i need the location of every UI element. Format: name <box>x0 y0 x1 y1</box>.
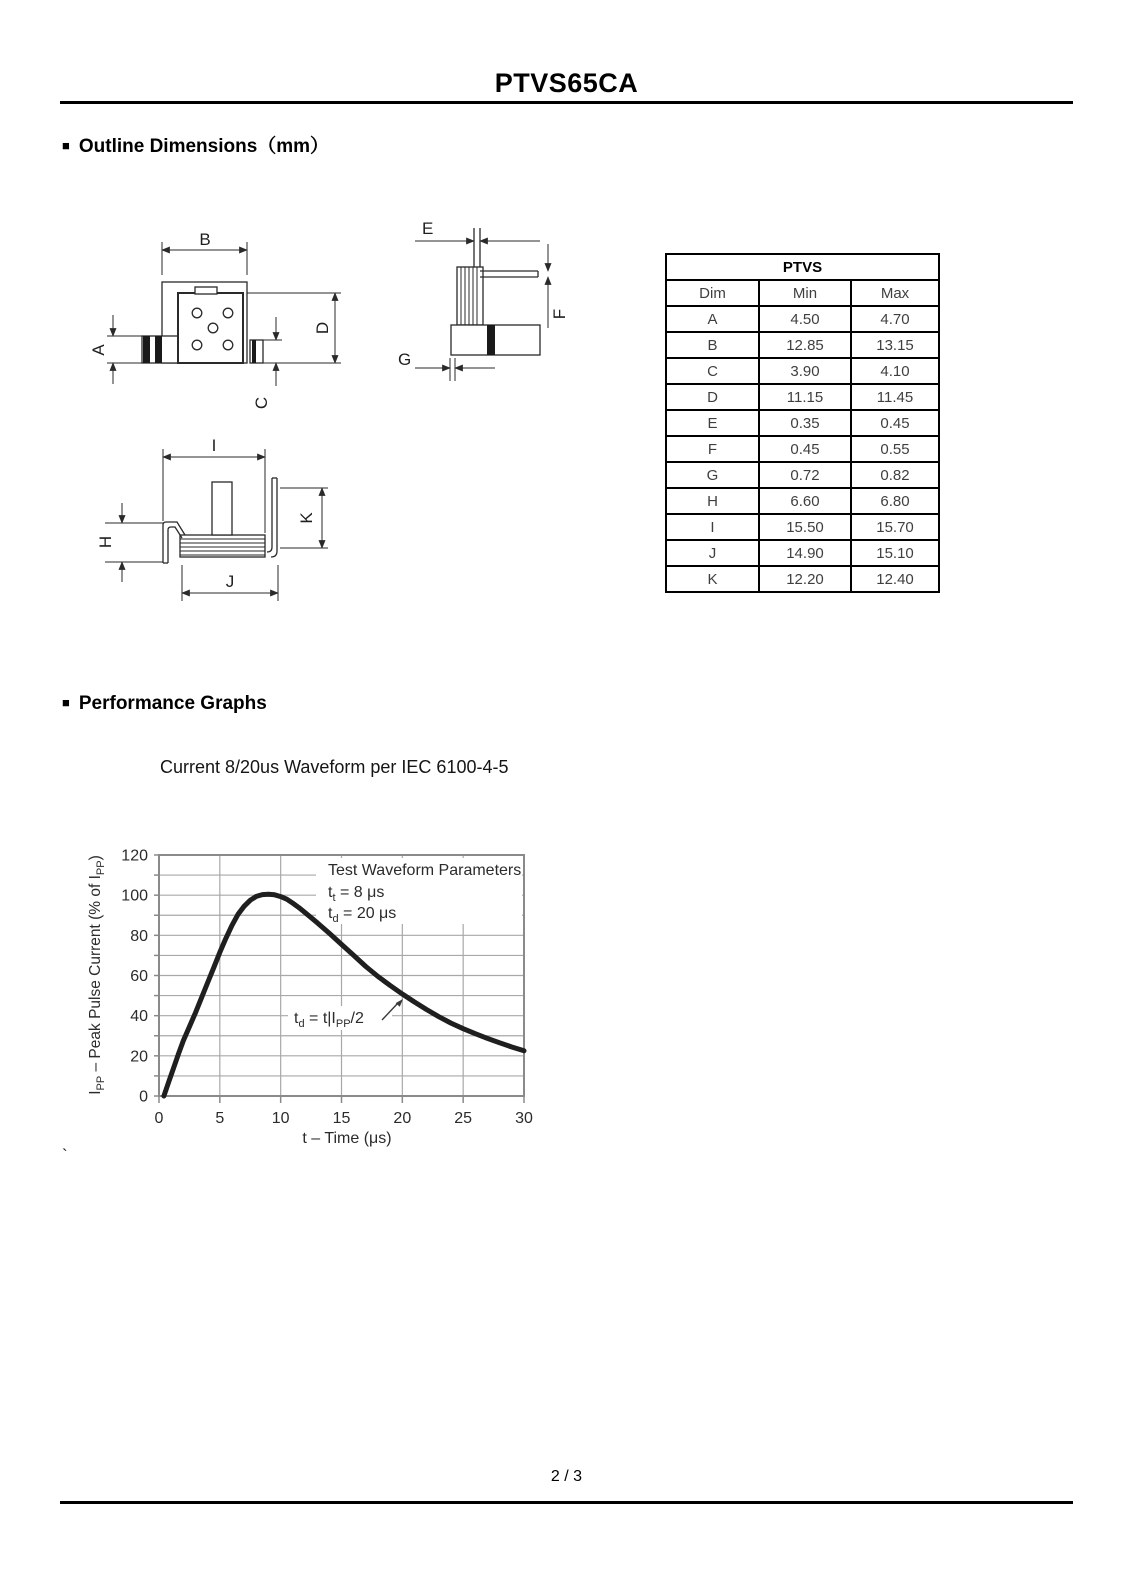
table-cell: F <box>666 436 759 462</box>
table-cell: 13.15 <box>851 332 939 358</box>
annotation-line2: $t_d = 20$ μs <box>328 905 397 925</box>
y-tick-label: 80 <box>130 927 148 945</box>
table-row <box>666 384 939 410</box>
y-tick-label: 40 <box>130 1008 148 1026</box>
page-number: 2 / 3 <box>550 1468 583 1485</box>
x-tick-label: 30 <box>515 1110 533 1127</box>
table-cell: 6.60 <box>759 488 851 514</box>
table-cell: 11.15 <box>759 384 851 410</box>
table-cell: 0.55 <box>851 436 939 462</box>
dim-label-e: E <box>422 219 434 238</box>
table-title-row <box>666 254 939 280</box>
table-cell: 4.70 <box>851 306 939 332</box>
table-header-row <box>666 280 939 306</box>
performance-heading-text: Performance Graphs <box>78 693 267 714</box>
footer-rule <box>60 1501 1073 1504</box>
dim-label-d: D <box>313 321 332 335</box>
y-tick-label: 60 <box>130 968 148 985</box>
y-tick-label: 20 <box>130 1048 148 1066</box>
performance-section-heading <box>62 693 267 715</box>
table-cell: 6.80 <box>851 488 939 514</box>
table-cell: 15.50 <box>759 514 851 540</box>
table-row <box>666 410 939 436</box>
table-row <box>666 566 939 592</box>
table-cell: 12.85 <box>759 332 851 358</box>
table-row <box>666 462 939 488</box>
table-cell: I <box>666 514 759 540</box>
bent-lead-outline <box>163 478 277 563</box>
bullet-square-icon: ■ <box>62 695 70 710</box>
table-row <box>666 358 939 384</box>
table-column-header: Max <box>851 280 939 306</box>
table-cell: 11.45 <box>851 384 939 410</box>
y-tick-label: 100 <box>121 887 148 905</box>
table-cell: H <box>666 488 759 514</box>
table-row <box>666 488 939 514</box>
x-tick-label: 15 <box>332 1110 351 1127</box>
table-cell: B <box>666 332 759 358</box>
table-cell: A <box>666 306 759 332</box>
table-row <box>666 540 939 566</box>
header-rule <box>60 101 1073 104</box>
dim-label-a: A <box>89 344 108 356</box>
stray-mark: ` <box>62 1146 68 1165</box>
table-column-header: Dim <box>666 280 759 306</box>
table-cell: K <box>666 566 759 592</box>
y-tick-label: 120 <box>121 847 148 865</box>
y-axis-label: $I_{PP}$ – Peak Pulse Current (% of $I_{PP}$) <box>87 855 107 1095</box>
dimension-table <box>665 253 940 593</box>
front-view-diagram <box>85 205 355 420</box>
x-tick-label: 5 <box>215 1110 225 1127</box>
page-title: PTVS65CA <box>494 68 639 98</box>
table-cell: C <box>666 358 759 384</box>
dim-label-g: G <box>398 350 412 369</box>
table-cell: 14.90 <box>759 540 851 566</box>
table-row <box>666 514 939 540</box>
table-cell: 4.50 <box>759 306 851 332</box>
dim-label-j: J <box>225 572 235 591</box>
table-row <box>666 306 939 332</box>
dim-label-h: H <box>96 535 115 549</box>
table-cell: G <box>666 462 759 488</box>
table-title: PTVS <box>666 254 939 280</box>
outline-section-heading <box>62 131 329 158</box>
outline-heading-text: Outline Dimensions（mm） <box>78 136 330 157</box>
dim-label-f: F <box>550 308 569 320</box>
y-tick-label: 0 <box>139 1088 148 1106</box>
annotation-line1: $t_t = 8$ μs <box>328 884 385 904</box>
dim-label-k: K <box>297 512 316 524</box>
dim-label-b: B <box>199 230 211 249</box>
dim-label-i: I <box>211 436 217 455</box>
front-view-outline <box>142 282 263 363</box>
side-view-outline <box>450 228 540 381</box>
table-cell: 0.35 <box>759 410 851 436</box>
table-cell: 12.40 <box>851 566 939 592</box>
table-cell: J <box>666 540 759 566</box>
x-axis-label: t – Time (μs) <box>302 1130 392 1147</box>
table-cell: 0.72 <box>759 462 851 488</box>
table-cell: D <box>666 384 759 410</box>
table-cell: 0.45 <box>759 436 851 462</box>
table-cell: 12.20 <box>759 566 851 592</box>
table-row <box>666 436 939 462</box>
annotation-title: Test Waveform Parameters <box>328 862 522 879</box>
waveform-chart <box>60 830 580 1160</box>
table-row <box>666 332 939 358</box>
table-cell: 4.10 <box>851 358 939 384</box>
table-column-header: Min <box>759 280 851 306</box>
table-cell: 0.45 <box>851 410 939 436</box>
half-peak-annotation: $t_d = t|I_{PP}/2$ <box>294 1010 364 1030</box>
chart-title: Current 8/20us Waveform per IEC 6100-4-5 <box>160 757 509 777</box>
bullet-square-icon: ■ <box>62 138 70 153</box>
side-view-diagram <box>390 200 580 390</box>
table-cell: 0.82 <box>851 462 939 488</box>
table-cell: 15.70 <box>851 514 939 540</box>
x-tick-label: 10 <box>271 1110 290 1127</box>
x-tick-label: 0 <box>154 1110 164 1127</box>
table-cell: 3.90 <box>759 358 851 384</box>
x-tick-label: 25 <box>454 1110 473 1127</box>
table-cell: 15.10 <box>851 540 939 566</box>
x-tick-label: 20 <box>393 1110 412 1127</box>
bent-lead-diagram <box>75 425 360 620</box>
dim-label-c: C <box>252 396 271 410</box>
table-cell: E <box>666 410 759 436</box>
